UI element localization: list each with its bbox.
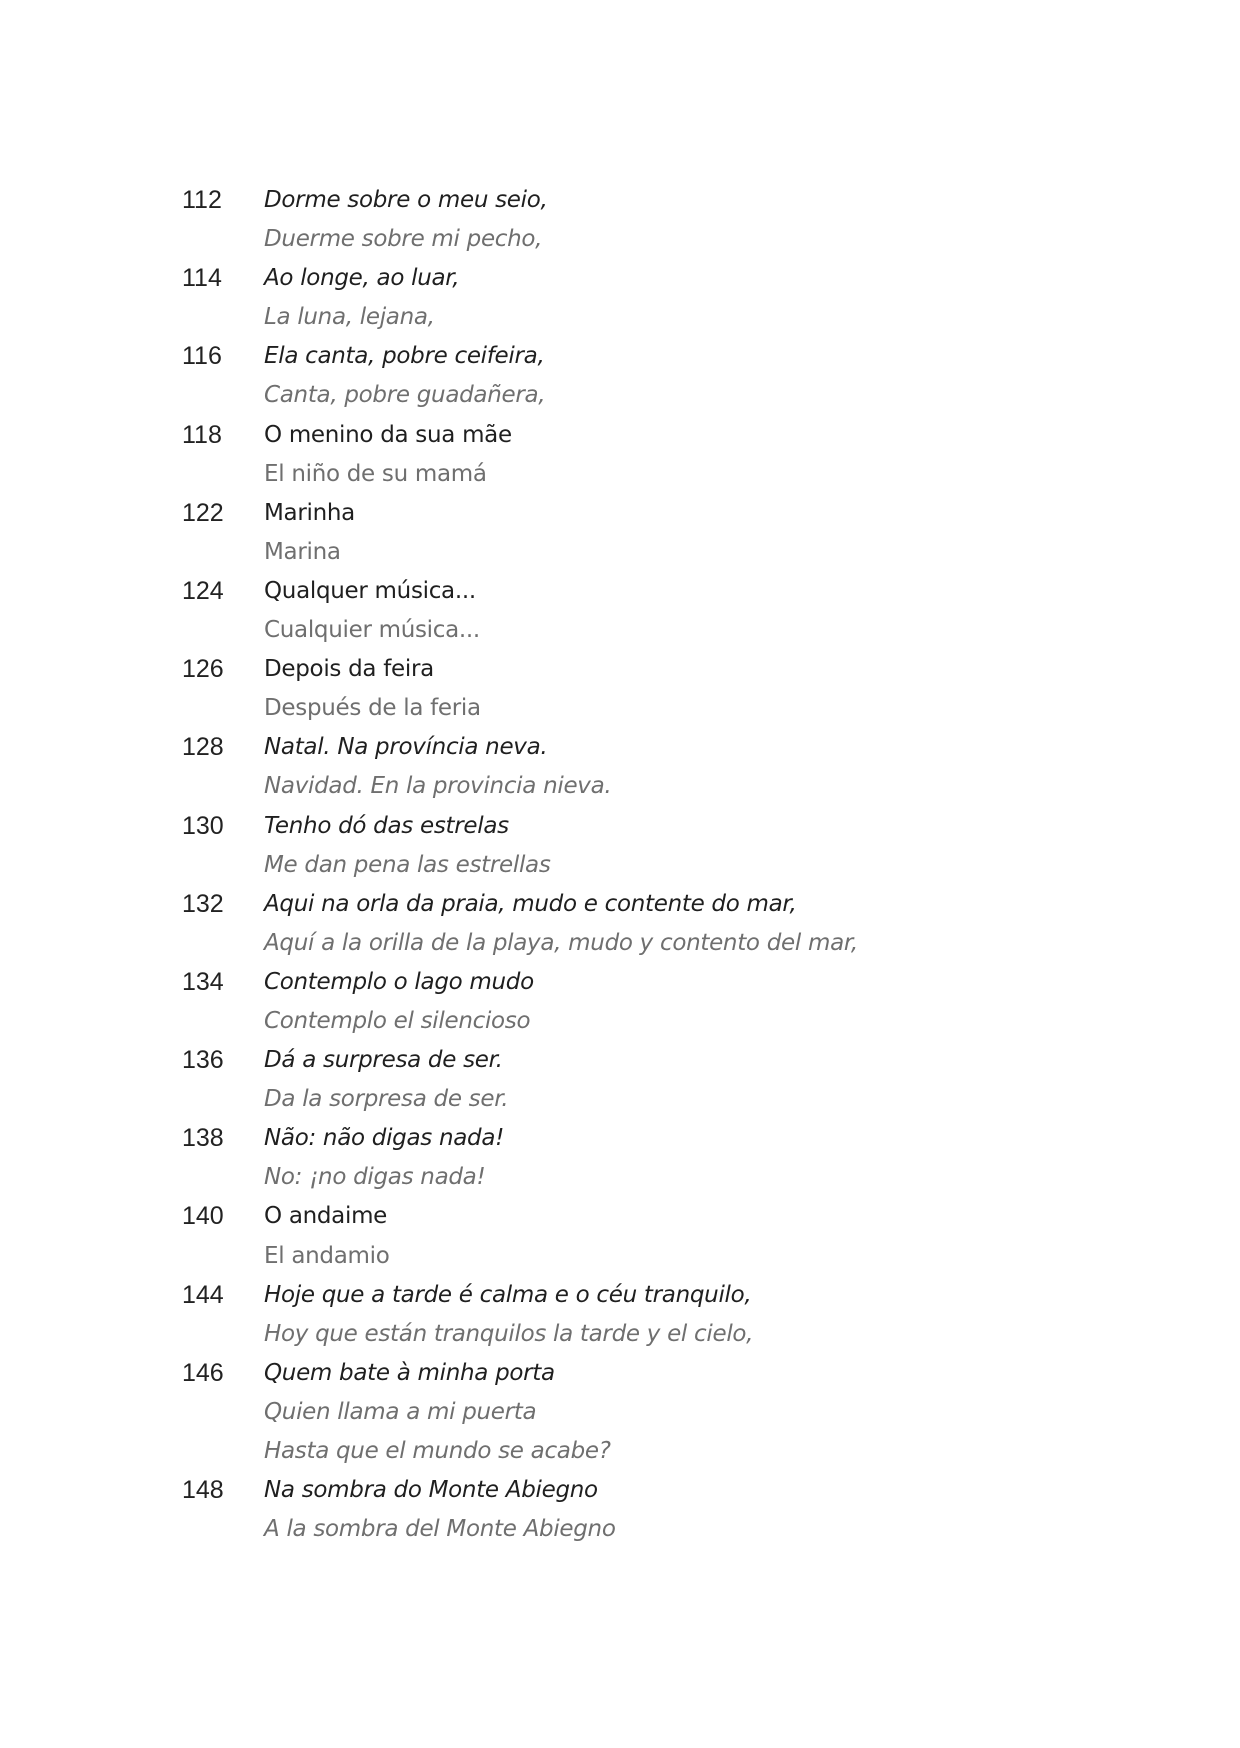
index-entry bbox=[0, 416, 1240, 494]
index-entry bbox=[0, 963, 1240, 1041]
title-lines bbox=[264, 963, 534, 1041]
page-number: 134 bbox=[182, 967, 224, 996]
index-entry bbox=[0, 728, 1240, 806]
title-lines bbox=[264, 807, 551, 885]
page-number: 124 bbox=[182, 576, 224, 605]
translated-title: Contemplo el silencioso bbox=[264, 1007, 531, 1034]
page-number: 122 bbox=[182, 498, 224, 527]
original-title: Marinha bbox=[264, 499, 355, 526]
index-entry bbox=[0, 572, 1240, 650]
original-title: Quem bate à minha porta bbox=[264, 1359, 555, 1386]
title-lines bbox=[264, 337, 545, 415]
original-title: Depois da feira bbox=[264, 656, 434, 683]
title-lines bbox=[264, 416, 512, 494]
original-title: Aqui na orla da praia, mudo e contente do mar, bbox=[264, 890, 797, 917]
original-title: O menino da sua mãe bbox=[264, 421, 512, 448]
translated-title: Hoy que están tranquilos la tarde y el cielo, bbox=[264, 1320, 754, 1347]
title-lines bbox=[264, 1276, 753, 1354]
original-title: Dá a surpresa de ser. bbox=[264, 1047, 503, 1074]
title-lines bbox=[264, 1197, 389, 1275]
index-entry bbox=[0, 1354, 1240, 1471]
translated-title: La luna, lejana, bbox=[264, 304, 435, 331]
translated-title: A la sombra del Monte Abiegno bbox=[264, 1516, 616, 1543]
index-entry bbox=[0, 1119, 1240, 1197]
page-number: 118 bbox=[182, 420, 222, 449]
translated-title: No: ¡no digas nada! bbox=[264, 1164, 486, 1191]
title-lines bbox=[264, 572, 480, 650]
original-title: Tenho dó das estrelas bbox=[264, 812, 509, 839]
original-title: Na sombra do Monte Abiegno bbox=[264, 1477, 598, 1504]
page-number: 144 bbox=[182, 1280, 224, 1309]
original-title: Contemplo o lago mudo bbox=[264, 968, 534, 995]
original-title: Ao longe, ao luar, bbox=[264, 265, 460, 292]
translated-title: Aquí a la orilla de la playa, mudo y contento del mar, bbox=[264, 929, 858, 956]
translated-title: Después de la feria bbox=[264, 695, 481, 722]
page-number: 112 bbox=[182, 186, 222, 214]
index-entry bbox=[0, 337, 1240, 415]
original-title: Natal. Na província neva. bbox=[264, 734, 548, 761]
title-lines bbox=[264, 259, 459, 337]
index-entry bbox=[0, 1197, 1240, 1275]
page-number: 116 bbox=[182, 342, 222, 371]
index-list bbox=[0, 181, 1240, 1549]
page-number: 138 bbox=[182, 1124, 224, 1153]
title-lines bbox=[264, 1354, 611, 1471]
index-entry bbox=[0, 259, 1240, 337]
index-entry bbox=[0, 181, 1240, 259]
translated-title: Da la sorpresa de ser. bbox=[264, 1086, 509, 1113]
translated-title: Me dan pena las estrellas bbox=[264, 851, 551, 878]
page-number: 132 bbox=[182, 889, 224, 918]
translated-title: Navidad. En la provincia nieva. bbox=[264, 773, 612, 800]
page-number: 126 bbox=[182, 655, 224, 684]
original-title: O andaime bbox=[264, 1203, 388, 1230]
translated-title: Quien llama a mi puerta bbox=[264, 1398, 537, 1425]
index-entry bbox=[0, 807, 1240, 885]
translated-title: Cualquier música... bbox=[264, 617, 480, 644]
page-number: 130 bbox=[182, 811, 224, 840]
page-number: 146 bbox=[182, 1358, 224, 1387]
title-lines bbox=[264, 181, 548, 259]
index-entry bbox=[0, 1276, 1240, 1354]
original-title: Hoje que a tarde é calma e o céu tranquilo, bbox=[264, 1281, 752, 1308]
original-title: Dorme sobre o meu seio, bbox=[264, 187, 548, 213]
title-lines bbox=[264, 1119, 504, 1197]
translated-title: El niño de su mamá bbox=[264, 460, 487, 487]
index-entry bbox=[0, 885, 1240, 963]
original-title: Não: não digas nada! bbox=[264, 1125, 505, 1152]
page-number: 148 bbox=[182, 1476, 224, 1505]
translated-title: Canta, pobre guadañera, bbox=[264, 382, 546, 409]
index-entry bbox=[0, 494, 1240, 572]
translated-title: Duerme sobre mi pecho, bbox=[264, 226, 543, 253]
page-number: 114 bbox=[182, 264, 222, 293]
title-lines bbox=[264, 494, 355, 572]
translated-title: Hasta que el mundo se acabe? bbox=[264, 1438, 611, 1464]
original-title: Qualquer música... bbox=[264, 577, 476, 604]
title-lines bbox=[264, 1041, 508, 1119]
original-title: Ela canta, pobre ceifeira, bbox=[264, 343, 545, 370]
index-entry bbox=[0, 1041, 1240, 1119]
translated-title: El andamio bbox=[264, 1242, 390, 1269]
index-entry bbox=[0, 650, 1240, 728]
page-number: 128 bbox=[182, 733, 224, 762]
index-entry bbox=[0, 1471, 1240, 1549]
translated-title: Marina bbox=[264, 538, 341, 565]
title-lines bbox=[264, 650, 481, 728]
title-lines bbox=[264, 1471, 616, 1549]
title-lines bbox=[264, 885, 858, 963]
page-number: 140 bbox=[182, 1202, 224, 1231]
title-lines bbox=[264, 728, 611, 806]
page-number: 136 bbox=[182, 1046, 224, 1075]
